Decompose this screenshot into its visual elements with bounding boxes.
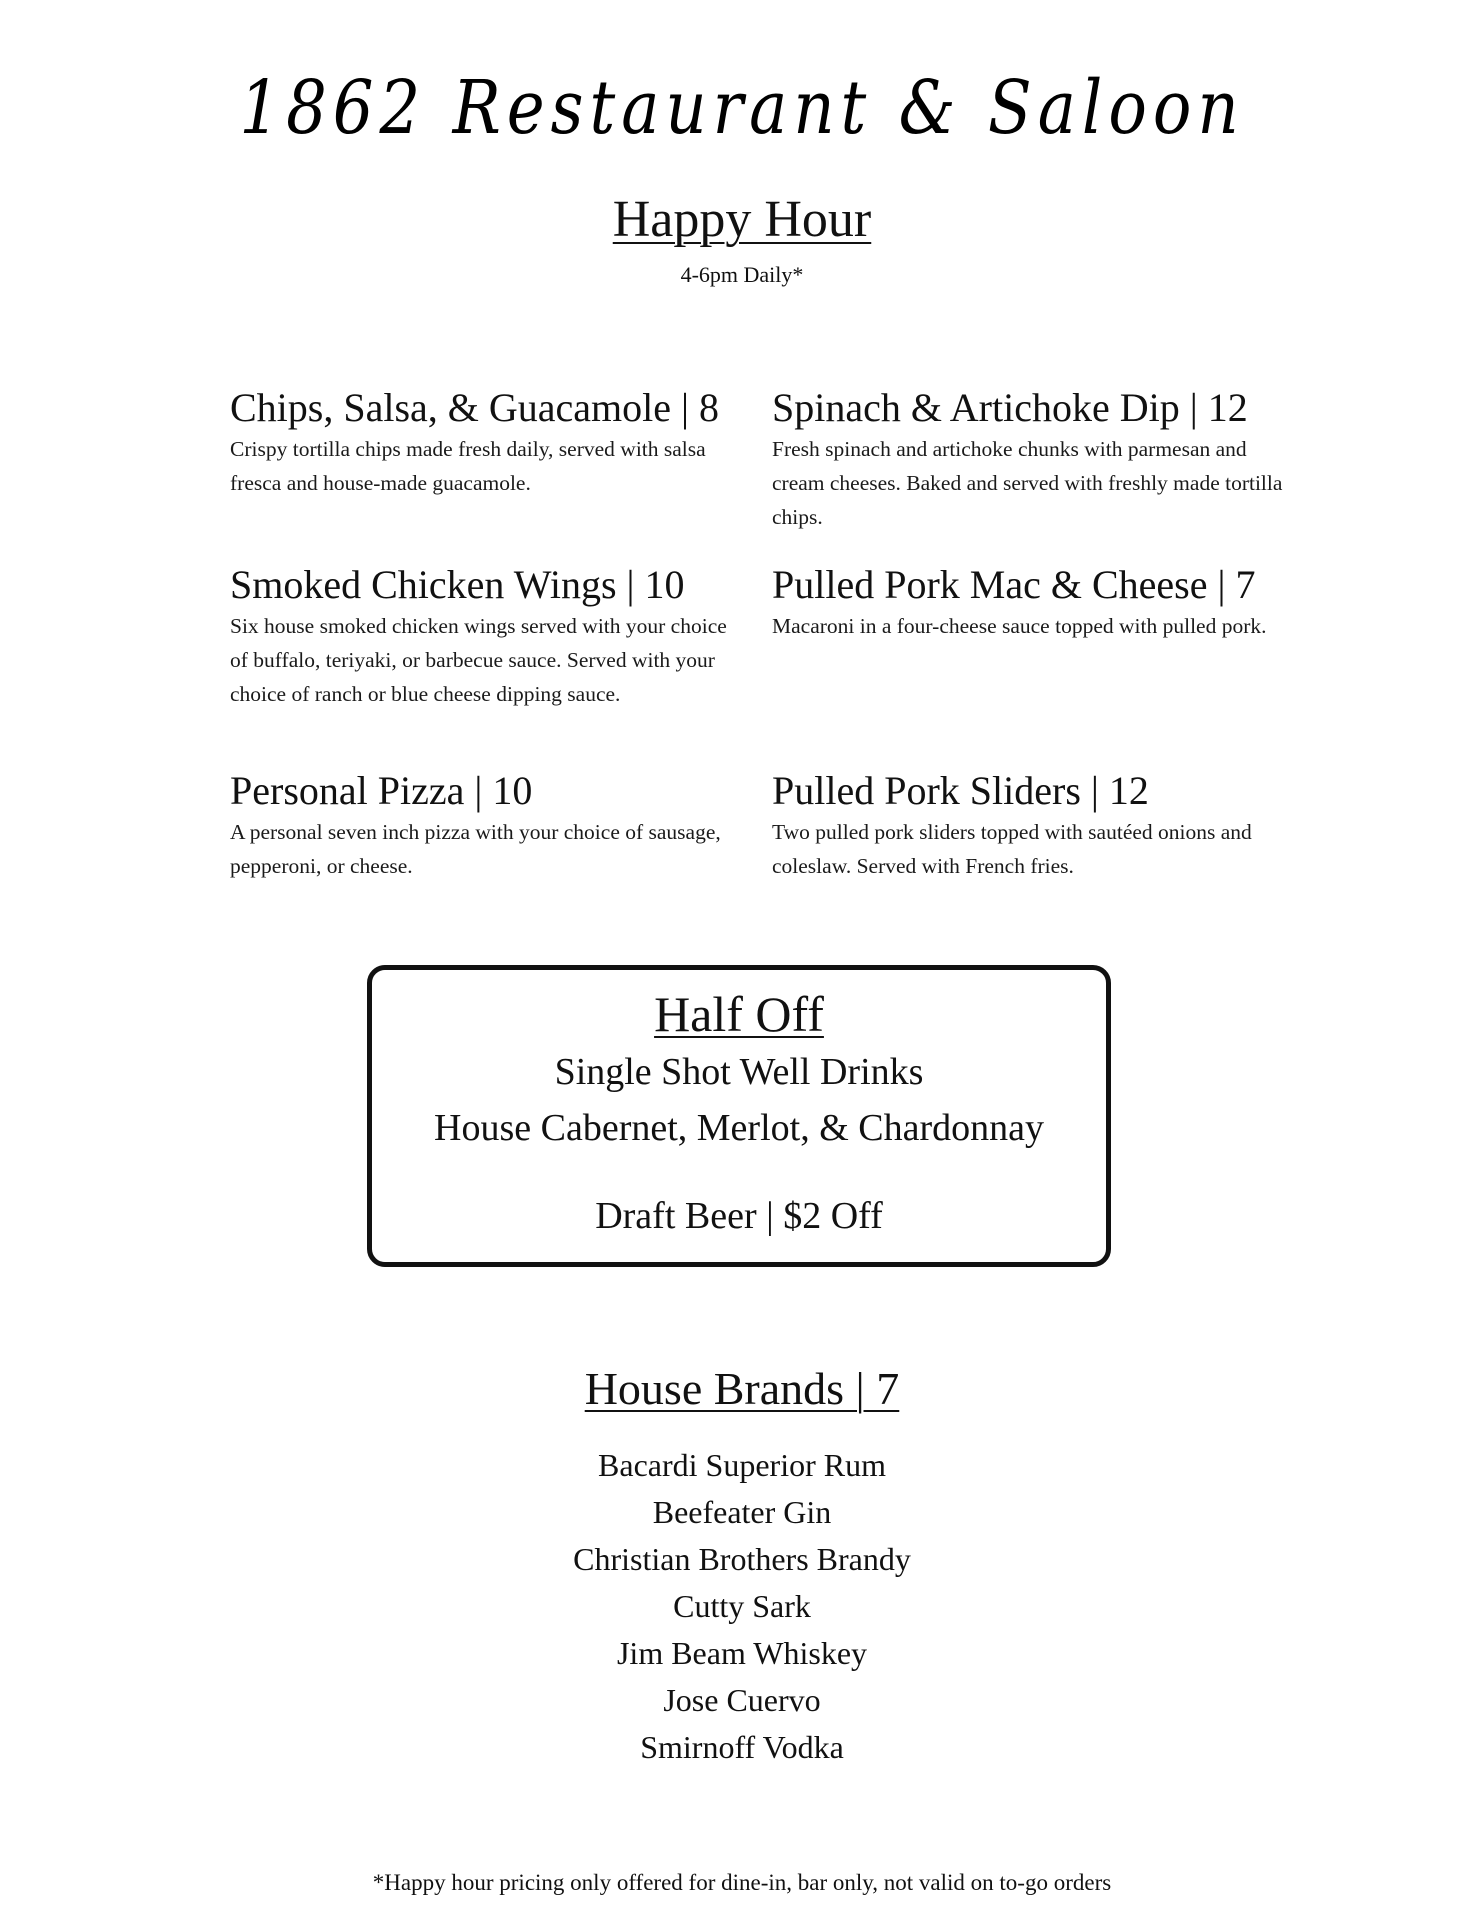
special-line: House Cabernet, Merlot, & Chardonnay	[434, 1107, 1044, 1149]
draft-beer-line: Draft Beer | $2 Off	[595, 1195, 883, 1237]
menu-item-name: Personal Pizza | 10	[230, 768, 533, 813]
menu-item-description: Macaroni in a four-cheese sauce topped with pulled pork.	[772, 614, 1267, 638]
menu-item	[230, 561, 750, 711]
menu-item	[230, 767, 750, 883]
menu-item-name: Pulled Pork Mac & Cheese | 7	[772, 562, 1256, 607]
list-item: Smirnoff Vodka	[640, 1729, 844, 1765]
menu-item-name: Smoked Chicken Wings | 10	[230, 562, 685, 607]
hours-subtitle: 4-6pm Daily*	[680, 262, 804, 287]
list-item: Christian Brothers Brandy	[573, 1541, 911, 1577]
page-title: Happy Hour	[612, 191, 872, 248]
menu-item	[772, 561, 1292, 643]
menu-item-name: Chips, Salsa, & Guacamole | 8	[230, 385, 720, 430]
menu-item	[772, 767, 1292, 883]
menu-item-description: Fresh spinach and artichoke chunks with parmesan and cream cheeses. Baked and served with freshly made tortilla chips.	[772, 437, 1283, 529]
menu-item	[230, 384, 750, 500]
list-item: Bacardi Superior Rum	[598, 1447, 886, 1483]
list-item: Beefeater Gin	[652, 1494, 832, 1530]
half-off-box	[367, 965, 1111, 1267]
special-line: Single Shot Well Drinks	[554, 1051, 924, 1093]
list-item: Cutty Sark	[673, 1588, 811, 1624]
footnote: *Happy hour pricing only offered for dine-in, bar only, not valid on to-go orders	[372, 1870, 1112, 1895]
menu-item-description: Two pulled pork sliders topped with sautéed onions and coleslaw. Served with French fries.	[772, 820, 1252, 878]
house-brands-list	[0, 1442, 1484, 1771]
restaurant-name: 1862 Restaurant & Saloon	[239, 66, 1245, 152]
house-brands-title: House Brands | 7	[584, 1363, 900, 1414]
list-item: Jim Beam Whiskey	[616, 1635, 868, 1671]
menu-item	[772, 384, 1292, 534]
menu-item-name: Spinach & Artichoke Dip | 12	[772, 385, 1248, 430]
menu-item-description: Crispy tortilla chips made fresh daily, served with salsa fresca and house-made guacamole.	[230, 437, 706, 495]
menu-item-description: A personal seven inch pizza with your choice of sausage, pepperoni, or cheese.	[230, 820, 721, 878]
menu-item-description: Six house smoked chicken wings served with your choice of buffalo, teriyaki, or barbecue sauce. Served with your choice of ranch or blue cheese dipping sauce.	[230, 614, 727, 706]
list-item: Jose Cuervo	[663, 1682, 821, 1718]
half-off-title: Half Off	[654, 986, 824, 1042]
menu-item-name: Pulled Pork Sliders | 12	[772, 768, 1149, 813]
